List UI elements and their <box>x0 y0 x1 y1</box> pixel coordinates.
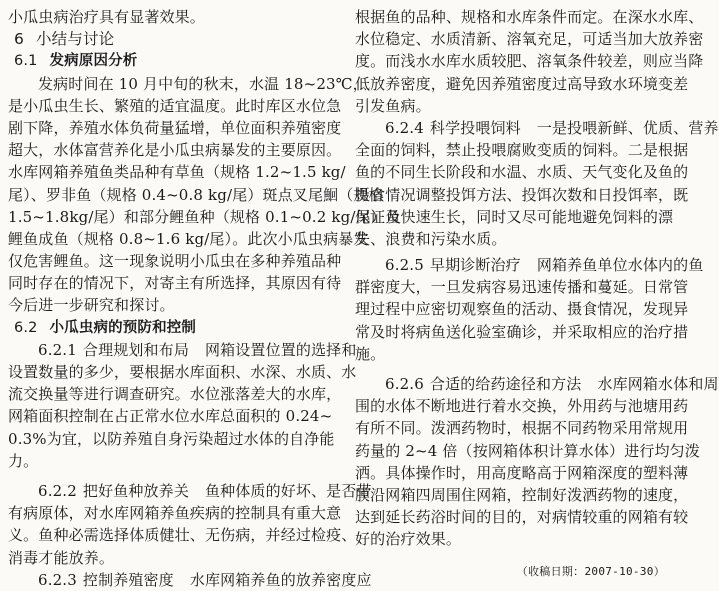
section-heading <box>8 317 330 339</box>
text-line: 义。鱼种必需选择体质健壮、无伤病，并经过检疫、 <box>8 526 357 545</box>
text-line: 网箱面积控制在占正常水位水库总面积的 0.24~ <box>8 407 333 426</box>
subsection-title: 科学投喂饲料 <box>429 118 521 137</box>
received-date: （收稿日期：2007-10-30） <box>516 564 665 578</box>
text-line: 发病时间在 10 月中旬的秋末，水温 18~23℃， <box>38 74 368 93</box>
subsection-line <box>8 480 372 502</box>
subsection-number: 6.2.4 <box>385 118 424 137</box>
subsection-title: 控制养殖密度 <box>82 570 174 589</box>
text-line: 鲤鱼成鱼（规格 0.8~1.6 kg/尾）。此次小瓜虫病暴发 <box>8 229 369 248</box>
text-line: 鱼的不同生长阶段和水温、水质、天气变化及鱼的 <box>355 163 689 182</box>
text-line: 膜沿网箱四周围住网箱，控制好泼洒药物的速度， <box>355 485 689 504</box>
subsection-number: 6.2.1 <box>38 340 77 359</box>
text-line: 0.3%为宜，以防养殖自身污染超过水体的自净能 <box>8 429 335 448</box>
text-line: 消毒才能放养。 <box>8 548 115 567</box>
text-line: 1.5~1.8kg/尾）和部分鲤鱼种（规格 0.1~0.2 kg/尾）及 <box>8 207 401 226</box>
text-line: 好的治疗效果。 <box>355 530 462 549</box>
subsection-title: 把好鱼种放养关 <box>82 481 189 500</box>
section-title: 发病原因分析 <box>49 53 138 70</box>
text-line: 力。 <box>8 451 39 470</box>
text-line: 有所不同。泼洒药物时，根据不同药物采用常规用 <box>355 419 689 438</box>
text-line: 今后进一步研究和探讨。 <box>8 296 175 315</box>
text-line: 水位稳定、水质清新、溶氧充足，可适当加大放养密 <box>355 30 704 49</box>
text-line: 洒。具体操作时，用高度略高于网箱深度的塑料薄 <box>355 463 689 482</box>
section-heading <box>8 28 330 50</box>
text-line: 摄食情况调整投饵方法、投饵次数和日投饵率，既 <box>355 185 689 204</box>
text-line: 低放养密度，避免因养殖密度过高导致水环境变差 <box>355 74 689 93</box>
text-line: 常及时将病鱼送化验室确诊，并采取相应的治疗措 <box>355 322 689 341</box>
text-line: 理过程中应密切观察鱼的活动、摄食情况，发现异 <box>355 300 689 319</box>
section-number: 6 <box>14 30 25 49</box>
text-line: 根据鱼的品种、规格和水库条件而定。在深水水库、 <box>355 8 704 26</box>
text-line: 保证鱼快速生长，同时又尽可能地避免饲料的漂 <box>355 207 674 226</box>
section-title: 小瓜虫病的预防和控制 <box>49 319 197 336</box>
subsection-text: 一是投喂新鲜、优质、营养 <box>536 118 719 137</box>
subsection-number: 6.2.3 <box>38 570 77 589</box>
spacer <box>8 472 330 480</box>
text-line: 仅危害鲤鱼。这一现象说明小瓜虫在多种养殖品种 <box>8 252 342 271</box>
text-line: 失、浪费和污染水质。 <box>355 229 507 248</box>
subsection-title: 合理规划和布局 <box>82 340 189 359</box>
subsection-text: 网箱养鱼单位水体内的鱼 <box>536 256 704 275</box>
section-number: 6.2 <box>14 319 38 336</box>
section-heading <box>8 50 330 72</box>
text-line: 超大，水体富营养化是小瓜虫病暴发的主要原因。 <box>8 141 342 160</box>
subsection-line <box>355 373 719 395</box>
text-line: 度。而浅水水库水质较肥、溶氧条件较差，则应当降 <box>355 52 704 71</box>
subsection-line <box>355 117 719 139</box>
text-line: 群密度大，一旦发病容易迅速传播和蔓延。日常管 <box>355 278 689 297</box>
subsection-number: 6.2.5 <box>385 256 424 275</box>
text-line: 尾）、罗非鱼（规格 0.4~0.8 kg/尾）斑点叉尾鮰（规格 <box>8 185 384 204</box>
text-line: 围的水体不断地进行着水交换，外用药与池塘用药 <box>355 397 689 416</box>
subsection-title: 合适的给药途径和方法 <box>429 375 582 393</box>
subsection-line <box>8 569 372 591</box>
subsection-text: 水库网箱养鱼的放养密度应 <box>189 570 372 589</box>
section-number: 6.1 <box>14 53 38 70</box>
text-line: 同时存在的情况下，对寄主有所选择，其原因有待 <box>8 274 342 293</box>
subsection-text: 网箱设置位置的选择和 <box>204 340 357 359</box>
text-line: 水库网箱养殖鱼类品种有草鱼（规格 1.2~1.5 kg/ <box>8 163 346 182</box>
subsection-number: 6.2.2 <box>38 481 77 500</box>
text-line: 流交换量等进行调查研究。水位涨落差大的水库， <box>8 385 342 404</box>
text-line: 达到延长药浴时间的目的，对病情较重的网箱有较 <box>355 508 689 527</box>
subsection-text: 水库网箱水体和周 <box>597 375 719 393</box>
text-line: 引发鱼病。 <box>355 96 431 115</box>
subsection-number: 6.2.6 <box>385 375 424 393</box>
text-line: 设置数量的多少，要根据水库面积、水深、水质、水 <box>8 363 357 381</box>
section-title: 小结与讨论 <box>36 30 115 49</box>
subsection-text: 鱼种体质的好坏、是否带 <box>204 481 372 500</box>
text-line: 是小瓜虫生长、繁殖的适宜温度。此时库区水位急 <box>8 96 342 115</box>
text-line: 施。 <box>355 344 386 363</box>
subsection-line <box>8 339 357 361</box>
subsection-line <box>355 254 704 276</box>
text-line: 小瓜虫病治疗具有显著效果。 <box>8 8 205 26</box>
text-line: 有病原体，对水库网箱养鱼疾病的控制具有重大意 <box>8 504 342 523</box>
text-line: 剧下降，养殖水体负荷量猛增，单位面积养殖密度 <box>8 118 342 137</box>
text-line: 药量的 2~4 倍（按网箱体积计算水体）进行均匀泼 <box>355 441 700 460</box>
right-column <box>355 6 719 579</box>
spacer <box>355 365 667 373</box>
text-line: 全面的饲料，禁止投喂腐败变质的饲料。二是根据 <box>355 141 689 160</box>
subsection-title: 早期诊断治疗 <box>429 256 521 275</box>
